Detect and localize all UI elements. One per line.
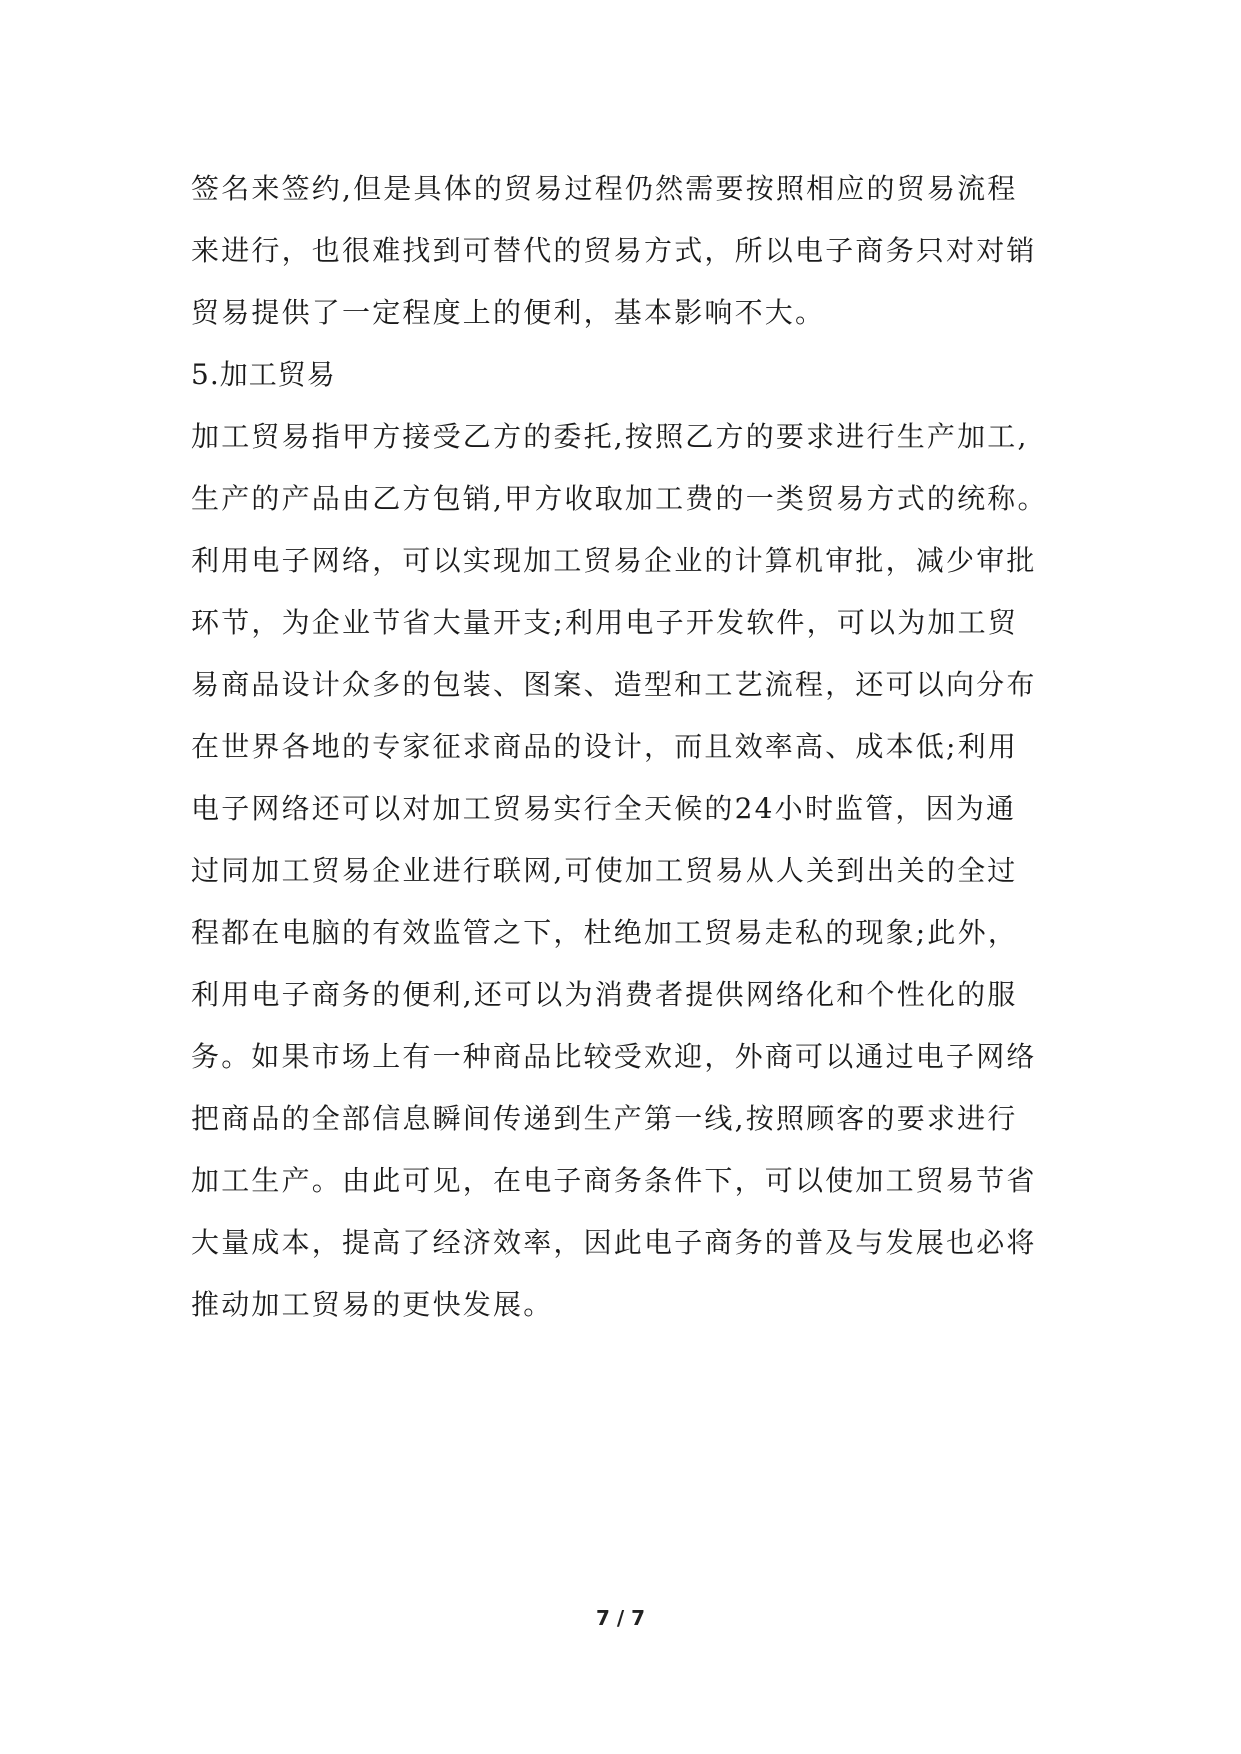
text-line: 加工生产。由此可见，在电子商务条件下，可以使加工贸易节省 [191,1164,1037,1197]
text-line: 电子网络还可以对加工贸易实行全天候的24小时监管，因为通 [191,792,1017,825]
text-line: 过同加工贸易企业进行联网,可使加工贸易从人关到出关的全过 [191,854,1018,887]
text-line: 在世界各地的专家征求商品的设计，而且效率高、成本低;利用 [191,730,1019,763]
text-line: 签名来签约,但是具体的贸易过程仍然需要按照相应的贸易流程 [191,172,1018,205]
text-line: 推动加工贸易的更快发展。 [191,1288,554,1321]
text-line: 易商品设计众多的包装、图案、造型和工艺流程，还可以向分布 [191,668,1037,701]
text-line: 加工贸易指甲方接受乙方的委托,按照乙方的要求进行生产加工, [191,420,1029,453]
text-line: 利用电子网络，可以实现加工贸易企业的计算机审批，减少审批 [191,544,1037,577]
text-line: 利用电子商务的便利,还可以为消费者提供网络化和个性化的服 [191,978,1018,1011]
body-text [191,158,1071,1336]
text-line: 贸易提供了一定程度上的便利，基本影响不大。 [191,296,826,329]
text-line: 大量成本，提高了经济效率，因此电子商务的普及与发展也必将 [191,1226,1037,1259]
text-line: 程都在电脑的有效监管之下，杜绝加工贸易走私的现象;此外， [191,916,1019,949]
page-number: 7 / 7 [595,1606,646,1630]
text-line: 务。如果市场上有一种商品比较受欢迎，外商可以通过电子网络 [191,1040,1037,1073]
text-line: 环节，为企业节省大量开支;利用电子开发软件，可以为加工贸 [191,606,1019,639]
text-line: 来进行，也很难找到可替代的贸易方式，所以电子商务只对对销 [191,234,1037,267]
text-line: 生产的产品由乙方包销,甲方收取加工费的一类贸易方式的统称。 [191,482,1048,515]
section-heading: 5.加工贸易 [191,358,336,391]
text-line: 把商品的全部信息瞬间传递到生产第一线,按照顾客的要求进行 [191,1102,1018,1135]
